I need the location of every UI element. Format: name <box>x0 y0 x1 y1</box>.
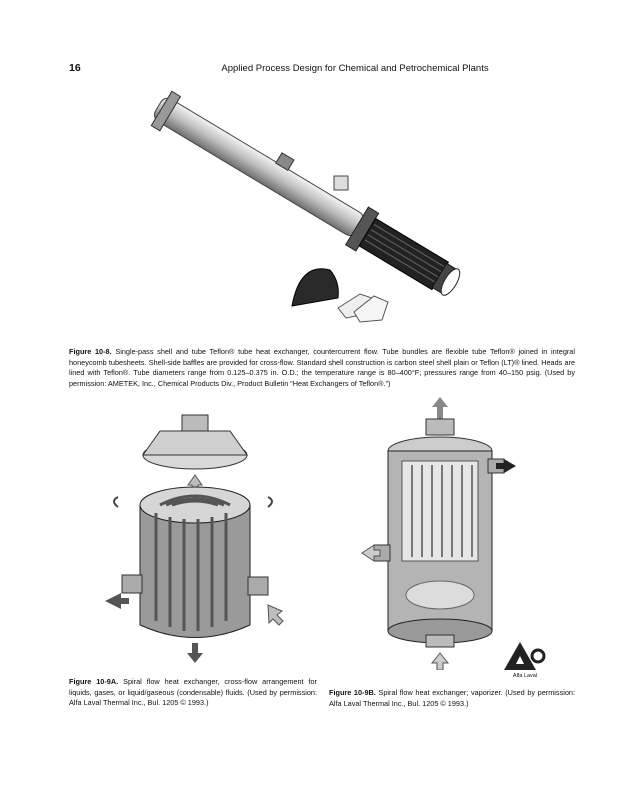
figure-10-9a-illustration <box>100 405 290 665</box>
figure-10-9b-label: Figure 10-9B. <box>329 688 376 697</box>
figure-10-9a-label: Figure 10-9A. <box>69 677 119 686</box>
logo-text: Alfa Laval <box>512 673 538 679</box>
figure-10-9a-text: Spiral flow heat exchanger, cross-flow arrangement for liquids, gases, or liquid/gaseous (condensable) fluids. (Used by permission: Alfa Laval Thermal Inc., Bul. 1205 © 1993.) <box>69 677 317 708</box>
figure-10-9b-illustration <box>360 395 570 670</box>
figure-10-8-caption <box>69 347 575 389</box>
figure-10-9b-caption <box>329 688 575 709</box>
page-number: 16 <box>69 62 81 74</box>
inlet-nozzle <box>334 176 348 190</box>
figure-10-9a-caption <box>69 677 317 709</box>
figure-10-8-text: Single-pass shell and tube Teflon® tube heat exchanger, countercurrent flow. Tube bundles are flexible tube Teflon® joined in integral honeycomb tubesheets. Shell-side baffles are provided for cross-flow. Standard shell construction is carbon steel shell plain or Teflon (LT)® lined. Heads are lined with Teflon®. Tube diameters range from 0.125–0.375 in. O.D.; the temperature range is 80–400°F; pressures range from 40–150 psig. (Used by permission: AMETEK, Inc., Chemical Products Div., Product Bulletin “Heat Exchangers of Teflon®.”) <box>69 347 575 388</box>
hard-hat <box>292 269 338 306</box>
figure-10-8-label: Figure 10-8. <box>69 347 112 356</box>
figure-10-8-illustration <box>140 86 500 336</box>
running-header-title: Applied Process Design for Chemical and Petrochemical Plants <box>221 63 489 74</box>
figure-10-9b-text: Spiral flow heat exchanger; vaporizer. (Used by permission: Alfa Laval Thermal Inc., Bul. 1205 © 1993.) <box>329 688 575 708</box>
